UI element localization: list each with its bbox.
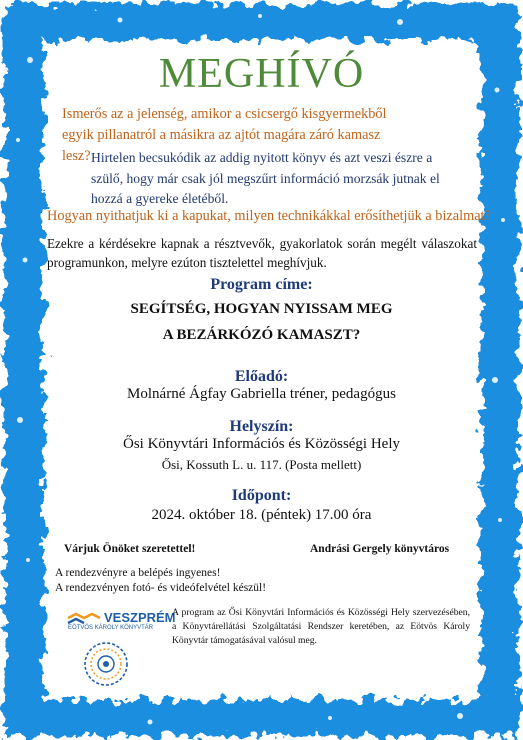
welcome-text: Várjuk Önöket szeretettel! [64, 543, 196, 555]
time-label: Időpont: [231, 487, 292, 504]
program-title-line1: SEGÍTSÉG, HOGYAN NYISSAM MEG [130, 301, 393, 317]
footer-support-text: A program az Ősi Könyvtári Információs és Közösségi Hely szervezésében, a Könyvtárellátási Szolgáltatási Rendszer keretében, az Eötvös Károly Könyvtár támogatásával valósul meg. [172, 607, 470, 646]
key-question: Hogyan nyithatjuk ki a kapukat, milyen technikákkal erősíthetjük a bizalmat? [47, 208, 491, 224]
logo-name: VESZPRÉM [104, 610, 176, 625]
presenter-label: Előadó: [234, 368, 289, 385]
intro-question: Ismerős az a jelenség, amikor a csicsergő kisgyermekből egyik pillanatról a másikra az ajtót magára záró kamasz lesz? [62, 106, 387, 164]
page-title: MEGHÍVÓ [158, 51, 365, 97]
program-title-line2: A BEZÁRKÓZÓ KAMASZT? [162, 327, 361, 343]
intro-paragraph: Hirtelen becsukódik az addig nyitott könyv és azt veszi észre a szülő, hogy már csak jól megszűrt információ morzsák jutnak el hozzá a gyereke életéből. [91, 150, 440, 206]
signature: Andrási Gergely könyvtáros [310, 543, 450, 555]
program-label: Program címe: [210, 276, 313, 293]
note-free-entry: A rendezvényre a belépés ingyenes! [55, 567, 221, 579]
venue-name: Ősi Könyvtári Információs és Közösségi Hely [122, 436, 401, 452]
logo-subtitle: EÖTVÖS KÁROLY KÖNYVTÁR [68, 625, 154, 631]
note-recording: A rendezvényen fotó- és videófelvétel készül! [55, 582, 267, 594]
presenter-name: Molnárné Ágfay Gabriella tréner, pedagógus [127, 386, 396, 402]
book-circle-icon [85, 643, 127, 685]
time-value: 2024. október 18. (péntek) 17.00 óra [151, 507, 372, 523]
notes-list [55, 566, 266, 596]
venue-label: Helyszín: [229, 418, 294, 435]
invitation-text: Ezekre a kérdésekre kapnak a résztvevők, gyakorlatok során megélt válaszokat programunkon, melyre ezúton tisztelettel meghívjuk. [47, 236, 477, 270]
library-logo [60, 610, 176, 692]
venue-address: Ősi, Kossuth L. u. 117. (Posta mellett) [161, 457, 362, 472]
